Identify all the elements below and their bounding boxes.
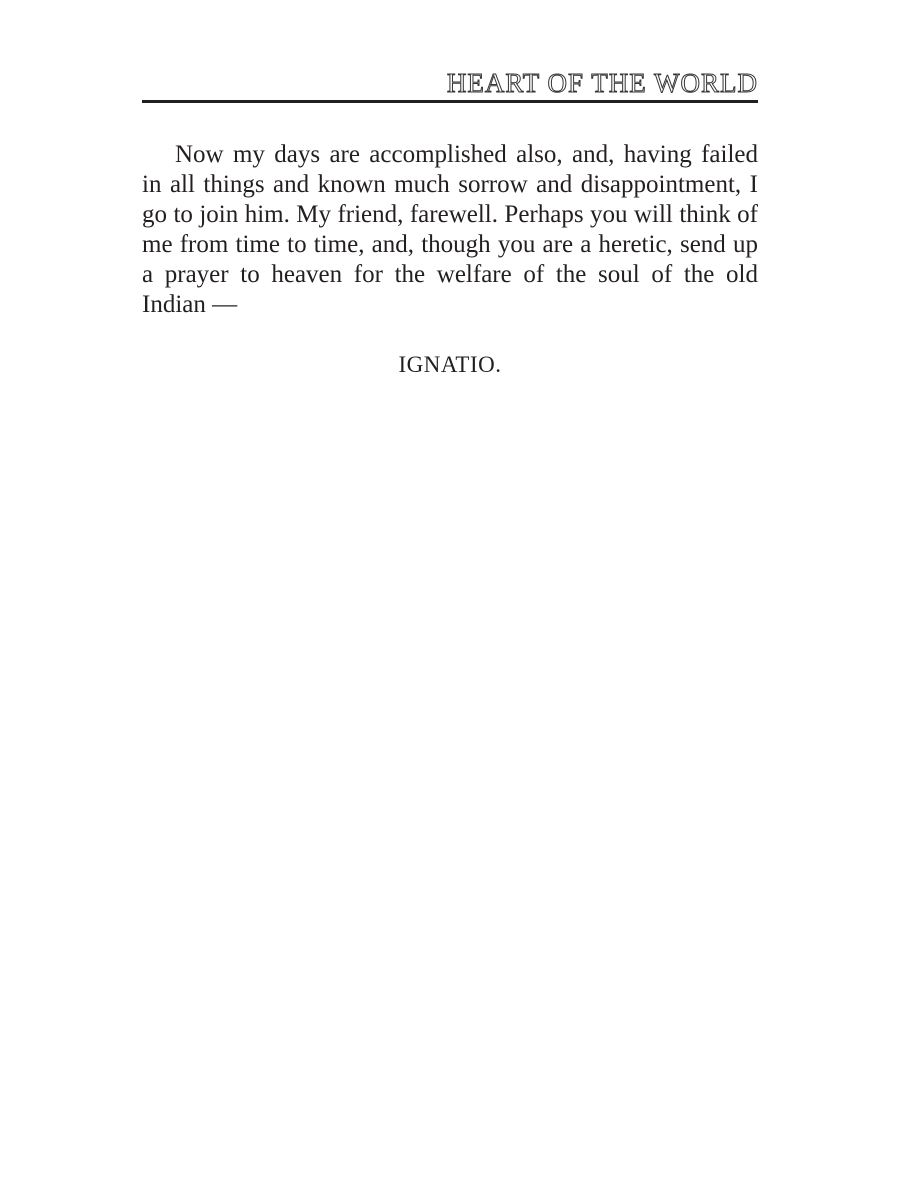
running-header-title: HEART OF THE WORLD [446,68,758,98]
letter-paragraph: Now my days are accomplished also, and, having failed in all things and known much sorrow and disappointment, I go to join him. My friend, farewell. Perhaps you will think of me from time to time, and, though you are a heretic, send up a prayer to heaven for the welfare of the soul of the old Indian — [142,141,758,318]
letter-signature: IGNATIO. [398,352,502,377]
header-rule [142,100,758,103]
letter-body [142,140,758,320]
